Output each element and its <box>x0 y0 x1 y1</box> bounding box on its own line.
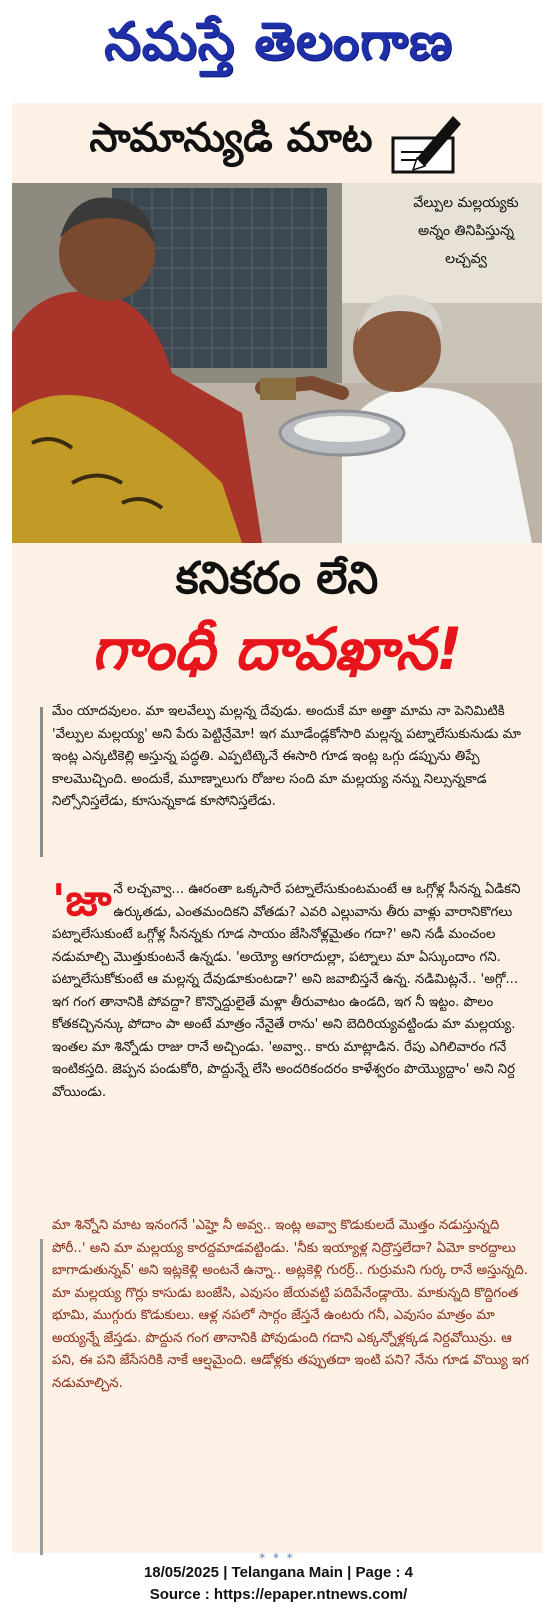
caption-line: లచ్చవ్వ <box>445 251 487 267</box>
caption-line: వేల్పుల మల్లయ్యకు <box>413 195 519 211</box>
caption-line: అన్నం తినిపిస్తున్న <box>418 223 514 239</box>
paragraph-1 <box>52 701 532 814</box>
column-header <box>12 103 542 183</box>
paragraph-rule <box>40 707 43 857</box>
headline-line-2: గాంధీ దావఖాన! <box>91 615 463 683</box>
headline-line-1: కనికరం లేని <box>175 553 379 604</box>
masthead-logo: నమస్తే తెలంగాణ <box>104 11 453 72</box>
footer-edition-line: 18/05/2025 | Telangana Main | Page : 4 <box>143 1564 414 1581</box>
page-footer <box>0 1562 557 1606</box>
paragraph-text: నే లచ్చవ్వా... ఊరంతా ఒక్కసారే పట్నాలేసుకుంటమంటే ఆ ఒగ్గోళ్ల సీనన్న ఏడికని ఉర్కుతడు, ఎంతమందికని వోతడు? ఎవరి ఎల్లువాను తీరు వాళ్లు వారానికొగలు పట్నాలేసుకుంటే ఒగ్గోళ్ల సీనన్నకు గూడ సాయం జేసినోళ్లమైతం గదా?' అని నడీ మంచంల నడుమాల్చి మొత్తుకుంటనే ఉన్నడు. 'అయ్యో ఆగరాదుల్లా, పట్నాలు మా ఏస్కుందాం గని. పట్నాలేసుకోకుంటే ఆ మల్లన్న దేవుడూకుంటడా?' అని జవాబిస్తనే ఉన్న. నడిమిట్లనే.. 'అగ్గో... ఇగ గంగ తానానికి పోవద్దా? కొన్నొద్దులైతే మళ్లా తీరువాటం ఉండది, ఇగ నీ ఇట్టం. పొలం కోతకచ్చినన్కు పోదాం పా అంటే మాత్రం నేనైతే రాను' అని బెదిరియ్యవట్టిండు మా మల్లయ్య. ఇంతల మా శిన్నోడు రాజు రానే అచ్చిండు. 'అవ్వా.. కారు మాట్లాడిన. రేపు ఎగిలివారం గనే ఇంటికస్తది. జెప్పన పండుకోరి, పొద్దున్నే లేసి అందరికందరం కాళేశ్వరం పొయ్యొద్దాం' అని నిర్ద వోయిండు. <box>52 882 521 1100</box>
paragraph-text: మేం యాదవులం. మా ఇలవేల్పు మల్లన్న దేవుడు. అందుకే మా అత్తా మామ నా పెనిమిటికి 'వేల్పుల మల్లయ్య' అని పేరు పెట్టిన్రేమో! ఇగ మూడేండ్లకోసారి మల్లన్న పట్నాలేసుకునుడు మా ఇంట్ల ఎన్కటికెల్లి అస్తున్న పద్ధతి. ఎప్పటిట్కెనే ఈసారి గూడ ఇంట్ల ఒగ్గు డప్పును తిప్పే కాలమొచ్చింది. అందుకే, మూణ్నాలుగు రోజుల సంది మా మల్లయ్య నన్ను నిల్సున్నకాడ నిల్సోనిస్తలేడు, కూసున్నకాడ కూసోనిస్తలేడు. <box>52 704 521 809</box>
column-title: సామాన్యుడి మాట <box>89 115 373 161</box>
article-panel <box>12 103 542 1565</box>
masthead <box>0 0 557 96</box>
paragraph-rule <box>40 1239 43 1555</box>
photo-caption <box>398 189 534 273</box>
drop-cap: 'జా <box>52 875 112 926</box>
paragraph-text: మా శిన్నోని మాట ఇనంగనే 'ఎహ్హె నీ అవ్వ.. ఇంట్ల అవ్వా కొడుకులదే మొత్తం నడుస్తున్నది పోరీ..' అని మా మల్లయ్య కారద్దమాడవట్టిండు. 'నీకు ఇయ్యాళ్ల నిద్రొస్తలేదా? ఏమో కారద్దాలు బాగాడుతున్నవ్' అని ఇట్లకెళ్లి అంటనే ఉన్నా.. అట్లకెళ్లి గురర్ర్.. గుర్రుమని గుర్క రానే అస్తున్నది. మా మల్లయ్య గొర్లు కాసుడు బంజేసి, ఎవుసం జేయవట్టి పదిపేనేండ్లాయె. మాకున్నది కొద్దిగంత భూమి, ముగ్గురు కొడుకులు. ఆళ్ల నపలో సార్గం జేస్తనే ఉంటరు గనీ, ఎవుసం మాత్రం మా అయ్యన్నే జేస్తడు. పొద్దున గంగ తానానికి పోవుడుంది గదాని ఎక్కన్నోళ్లక్కడ నిర్దవోయిన్రు. ఆ పని, ఈ పని జేసేసరికి నాకే ఆల్షమైంది. ఆడోళ్లకు తప్పుతదా ఇంటి పని? నేను గూడ వొయ్యి ఇగ నడుమాల్చిన. <box>52 1218 529 1391</box>
paragraph-3 <box>52 1215 532 1395</box>
paragraph-2 <box>52 875 532 1104</box>
section-ornament: * * * <box>259 1551 295 1565</box>
footer-source-line: Source : https://epaper.ntnews.com/ <box>149 1586 408 1603</box>
article-photo <box>12 183 542 543</box>
pen-writing-icon <box>387 108 465 178</box>
